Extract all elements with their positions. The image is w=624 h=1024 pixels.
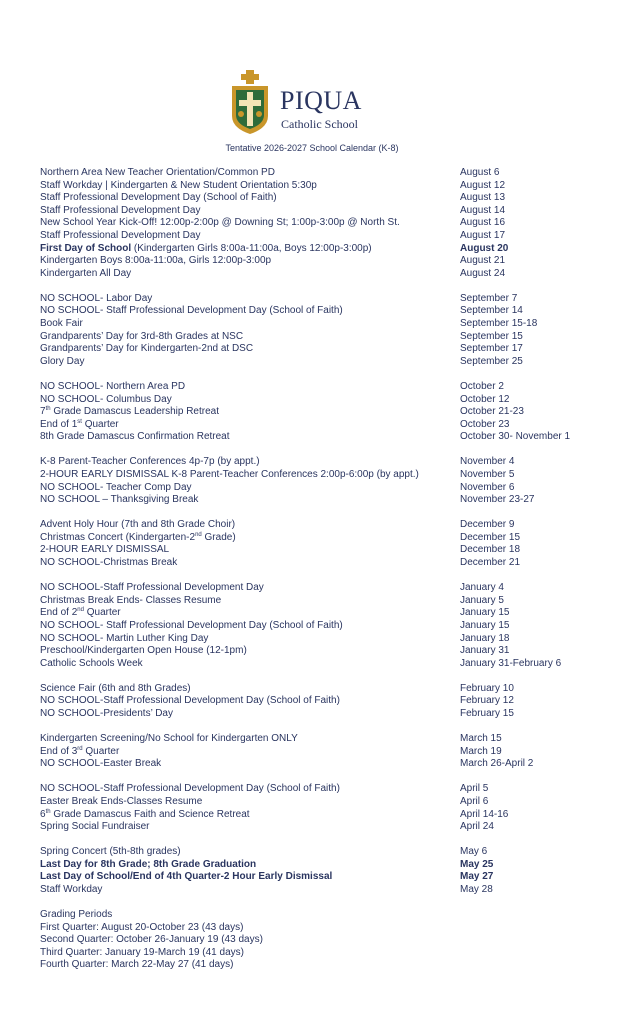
event-date: May 28 <box>460 884 493 895</box>
event-date: August 12 <box>460 179 506 191</box>
event-name <box>40 859 256 872</box>
event-name-prefix: End of 1 <box>40 418 78 430</box>
event-date: December 9 <box>460 519 515 531</box>
event-name-text: Science Fair (6th and 8th Grades) <box>40 682 191 694</box>
event-name <box>40 394 172 407</box>
event-name-text: 8th Grade Damascus Confirmation Retreat <box>40 431 230 443</box>
calendar-row <box>40 809 600 822</box>
calendar-row <box>40 494 600 507</box>
event-name-text: K-8 Parent-Teacher Conferences 4p-7p (by appt.) <box>40 456 260 468</box>
calendar-row <box>40 846 600 859</box>
calendar-row <box>40 796 600 809</box>
calendar-row <box>40 394 600 407</box>
event-date: November 6 <box>460 481 515 493</box>
event-date: October 23 <box>460 418 510 430</box>
event-name-text: Spring Concert (5th-8th grades) <box>40 846 181 858</box>
school-crest-icon <box>228 70 272 136</box>
event-date: August 24 <box>460 267 506 279</box>
ordinal-suffix: th <box>45 406 51 413</box>
event-name <box>40 406 219 419</box>
event-date: September 15-18 <box>460 318 538 330</box>
event-name-text: 2-HOUR EARLY DISMISSAL K-8 Parent-Teacher Conferences 2:00p-6:00p (by appt.) <box>40 468 419 480</box>
calendar-row <box>40 230 600 243</box>
event-name <box>40 796 202 809</box>
event-date: May 25 <box>460 858 494 870</box>
calendar-section <box>40 783 600 833</box>
event-name-text: Advent Holy Hour (7th and 8th Grade Choir) <box>40 519 236 531</box>
event-name-text: Northern Area New Teacher Orientation/Common PD <box>40 167 275 178</box>
event-name <box>40 595 221 608</box>
event-date: February 12 <box>460 695 514 707</box>
event-name-prefix: 6 <box>40 808 46 820</box>
event-name <box>40 205 200 218</box>
event-date: January 18 <box>460 632 510 644</box>
calendar-row <box>40 733 600 746</box>
event-name <box>40 821 150 834</box>
calendar-row <box>40 456 600 469</box>
calendar-section <box>40 683 600 721</box>
event-date: January 31-February 6 <box>460 657 562 669</box>
calendar-row <box>40 544 600 557</box>
event-date: March 26-April 2 <box>460 758 534 770</box>
event-name-text: Quarter <box>81 418 119 430</box>
calendar-row <box>40 318 600 331</box>
event-name <box>40 482 192 495</box>
header <box>0 68 624 138</box>
calendar-row <box>40 217 600 230</box>
event-name-text: Staff Professional Development Day (School of Faith) <box>40 192 277 204</box>
grading-period-line: First Quarter: August 20-October 23 (43 days) <box>40 921 244 933</box>
event-name-text: Kindergarten Boys 8:00a-11:00a, Girls 12:00p-3:00p <box>40 255 272 267</box>
calendar-row <box>40 595 600 608</box>
calendar-row <box>40 519 600 532</box>
event-name <box>40 192 277 205</box>
event-name <box>40 846 181 859</box>
event-name <box>40 217 400 230</box>
event-date: December 18 <box>460 544 521 556</box>
event-name <box>40 356 84 369</box>
event-name <box>40 708 173 721</box>
event-name-text: Christmas Break Ends- Classes Resume <box>40 594 222 606</box>
ordinal-suffix: nd <box>77 607 84 614</box>
event-name-text: NO SCHOOL- Teacher Comp Day <box>40 481 192 493</box>
event-date: April 24 <box>460 821 494 833</box>
event-name-text: Grandparents’ Day for Kindergarten-2nd at DSC <box>40 343 254 355</box>
event-name-text: NO SCHOOL-Easter Break <box>40 758 162 770</box>
event-name-text: Grade Damascus Leadership Retreat <box>50 406 219 418</box>
event-date: April 14-16 <box>460 808 509 820</box>
event-date: August 16 <box>460 217 506 229</box>
event-name-text: NO SCHOOL- Labor Day <box>40 292 153 304</box>
calendar-row <box>40 582 600 595</box>
calendar-row <box>40 268 600 281</box>
event-name <box>40 494 198 507</box>
event-name <box>40 343 253 356</box>
calendar-row <box>40 469 600 482</box>
event-date: May 27 <box>460 871 494 883</box>
event-date: October 12 <box>460 393 510 405</box>
calendar-section <box>40 456 600 506</box>
ordinal-suffix: st <box>77 418 82 425</box>
calendar-row <box>40 331 600 344</box>
calendar-body <box>40 167 600 972</box>
event-date: August 14 <box>460 204 506 216</box>
event-name-text: Preschool/Kindergarten Open House (12-1pm) <box>40 645 247 657</box>
event-name <box>40 331 243 344</box>
event-name <box>40 783 340 796</box>
event-name <box>40 658 143 671</box>
event-name-text: NO SCHOOL-Presidents’ Day <box>40 707 173 719</box>
event-name <box>40 645 247 658</box>
grading-periods <box>40 909 600 972</box>
calendar-section <box>40 733 600 771</box>
event-name-text: Grade Damascus Faith and Science Retreat <box>50 808 250 820</box>
event-name-text: Staff Workday | Kindergarten & New Student Orientation 5:30p <box>40 179 317 191</box>
calendar-section <box>40 519 600 569</box>
event-name <box>40 557 177 570</box>
calendar-row <box>40 859 600 872</box>
event-name <box>40 582 264 595</box>
event-name-prefix: 7 <box>40 406 46 418</box>
event-name-text: NO SCHOOL-Christmas Break <box>40 557 178 569</box>
calendar-row <box>40 305 600 318</box>
event-name-text: Quarter <box>83 607 121 619</box>
event-name <box>40 381 185 394</box>
calendar-row <box>40 821 600 834</box>
event-date: December 21 <box>460 557 521 569</box>
calendar-section <box>40 293 600 369</box>
event-date: January 31 <box>460 645 510 657</box>
event-name <box>40 683 191 696</box>
event-name-text: Staff Workday <box>40 884 103 895</box>
event-name-text: NO SCHOOL-Staff Professional Development Day (School of Faith) <box>40 695 340 707</box>
grading-period-line: Third Quarter: January 19-March 19 (41 days) <box>40 946 244 958</box>
event-name <box>40 419 119 432</box>
event-name-text: NO SCHOOL-Staff Professional Development Day <box>40 582 264 594</box>
ordinal-suffix: nd <box>195 531 202 538</box>
event-name-prefix: End of 3 <box>40 745 78 757</box>
event-name-text: Grade) <box>201 531 236 543</box>
calendar-row <box>40 645 600 658</box>
calendar-section <box>40 582 600 670</box>
school-subtitle: Catholic School <box>281 117 358 131</box>
event-name-text: Quarter <box>82 745 120 757</box>
calendar-row <box>40 633 600 646</box>
event-date: August 13 <box>460 192 506 204</box>
event-name <box>40 305 343 318</box>
event-date: October 21-23 <box>460 406 524 418</box>
event-name-text: NO SCHOOL- Staff Professional Development Day (School of Faith) <box>40 305 343 317</box>
event-name-text: NO SCHOOL-Staff Professional Development Day (School of Faith) <box>40 783 340 795</box>
event-date: December 15 <box>460 531 521 543</box>
event-date: October 30- November 1 <box>460 431 571 443</box>
event-date: August 21 <box>460 255 506 267</box>
event-name <box>40 180 317 193</box>
event-name <box>40 243 372 256</box>
grading-period-line: Fourth Quarter: March 22-May 27 (41 days) <box>40 959 234 971</box>
event-date: March 19 <box>460 745 502 757</box>
event-name-text: Last Day of School/End of 4th Quarter-2 Hour Early Dismissal <box>40 871 333 883</box>
event-name <box>40 544 169 557</box>
school-name: PIQUA <box>280 86 362 115</box>
event-name-text: NO SCHOOL – Thanksgiving Break <box>40 494 199 506</box>
event-date: November 4 <box>460 456 515 468</box>
event-name-text: Easter Break Ends-Classes Resume <box>40 795 203 807</box>
ordinal-suffix: rd <box>77 745 83 752</box>
event-name-text: Catholic Schools Week <box>40 657 143 669</box>
event-name-text: NO SCHOOL- Martin Luther King Day <box>40 632 209 644</box>
event-name-text: Kindergarten Screening/No School for Kindergarten ONLY <box>40 733 298 745</box>
calendar-section <box>40 167 600 280</box>
event-name-text: Spring Social Fundraiser <box>40 821 150 833</box>
event-name <box>40 293 152 306</box>
calendar-row <box>40 607 600 620</box>
event-name <box>40 519 235 532</box>
event-name <box>40 607 121 620</box>
event-name <box>40 758 161 771</box>
calendar-row <box>40 343 600 356</box>
event-date: January 5 <box>460 594 504 606</box>
event-name-text: 2-HOUR EARLY DISMISSAL <box>40 544 170 556</box>
calendar-row <box>40 783 600 796</box>
calendar-row <box>40 293 600 306</box>
ordinal-suffix: th <box>45 808 51 815</box>
event-date: September 7 <box>460 292 518 304</box>
event-date: January 15 <box>460 619 510 631</box>
event-date: May 6 <box>460 846 488 858</box>
event-name-prefix: Christmas Concert (Kindergarten-2 <box>40 531 196 543</box>
event-date: August 20 <box>460 242 509 254</box>
calendar-row <box>40 532 600 545</box>
calendar-row <box>40 708 600 721</box>
calendar-row <box>40 243 600 256</box>
event-name <box>40 809 250 822</box>
event-name-text: NO SCHOOL- Columbus Day <box>40 393 172 405</box>
event-date: November 5 <box>460 468 515 480</box>
event-date: August 6 <box>460 167 500 178</box>
calendar-row <box>40 695 600 708</box>
event-name <box>40 633 208 646</box>
event-name <box>40 532 236 545</box>
calendar-section <box>40 846 600 896</box>
event-date: October 2 <box>460 380 504 392</box>
event-name <box>40 318 83 331</box>
calendar-row <box>40 482 600 495</box>
event-date: September 14 <box>460 305 523 317</box>
calendar-row <box>40 205 600 218</box>
event-date: March 15 <box>460 733 502 745</box>
event-date: April 6 <box>460 795 489 807</box>
event-date: November 23-27 <box>460 494 535 506</box>
event-date: February 15 <box>460 707 514 719</box>
calendar-row <box>40 406 600 419</box>
calendar-row <box>40 871 600 884</box>
event-name <box>40 167 275 180</box>
event-name-text: Kindergarten All Day <box>40 267 132 279</box>
calendar-row <box>40 620 600 633</box>
event-date: September 25 <box>460 355 523 367</box>
event-date: April 5 <box>460 783 489 795</box>
event-name <box>40 695 340 708</box>
event-name <box>40 230 200 243</box>
event-name <box>40 268 131 281</box>
calendar-row <box>40 431 600 444</box>
calendar-row <box>40 192 600 205</box>
calendar-row <box>40 167 600 180</box>
calendar-row <box>40 180 600 193</box>
calendar-row <box>40 255 600 268</box>
event-name-text: Glory Day <box>40 355 85 367</box>
event-name-text: Last Day for 8th Grade; 8th Grade Graduation <box>40 858 257 870</box>
calendar-row <box>40 557 600 570</box>
event-name-text: (Kindergarten Girls 8:00a-11:00a, Boys 12:00p-3:00p) <box>131 242 372 254</box>
event-name-bold: First Day of School <box>40 242 132 254</box>
event-name <box>40 620 343 633</box>
grading-period-line: Second Quarter: October 26-January 19 (43 days) <box>40 934 263 946</box>
event-date: September 17 <box>460 343 523 355</box>
calendar-row <box>40 746 600 759</box>
calendar-row <box>40 381 600 394</box>
event-name <box>40 871 332 884</box>
event-name <box>40 884 102 897</box>
event-name-prefix: End of 2 <box>40 607 78 619</box>
event-name-text: New School Year Kick-Off! 12:00p-2:00p @ Downing St; 1:00p-3:00p @ North St. <box>40 217 400 229</box>
event-date: January 15 <box>460 607 510 619</box>
calendar-row <box>40 658 600 671</box>
calendar-row <box>40 419 600 432</box>
event-date: January 4 <box>460 582 504 594</box>
calendar-row <box>40 758 600 771</box>
event-name <box>40 469 419 482</box>
event-name-text: NO SCHOOL- Staff Professional Development Day (School of Faith) <box>40 619 343 631</box>
calendar-row <box>40 356 600 369</box>
event-name-text: Staff Professional Development Day <box>40 204 201 216</box>
calendar-section <box>40 381 600 444</box>
calendar-row <box>40 884 600 897</box>
calendar-title: Tentative 2026-2027 School Calendar (K-8) <box>225 143 399 153</box>
event-name <box>40 255 271 268</box>
grading-title: Grading Periods <box>40 909 113 921</box>
event-name <box>40 733 298 746</box>
event-name <box>40 746 119 759</box>
event-name <box>40 431 230 444</box>
event-date: August 17 <box>460 229 506 241</box>
event-name-text: Grandparents’ Day for 3rd-8th Grades at NSC <box>40 330 244 342</box>
event-name <box>40 456 260 469</box>
event-date: September 15 <box>460 330 523 342</box>
event-name-text: Book Fair <box>40 318 83 330</box>
event-name-text: NO SCHOOL- Northern Area PD <box>40 380 186 392</box>
event-name-text: Staff Professional Development Day <box>40 229 201 241</box>
event-date: February 10 <box>460 682 514 694</box>
calendar-row <box>40 683 600 696</box>
